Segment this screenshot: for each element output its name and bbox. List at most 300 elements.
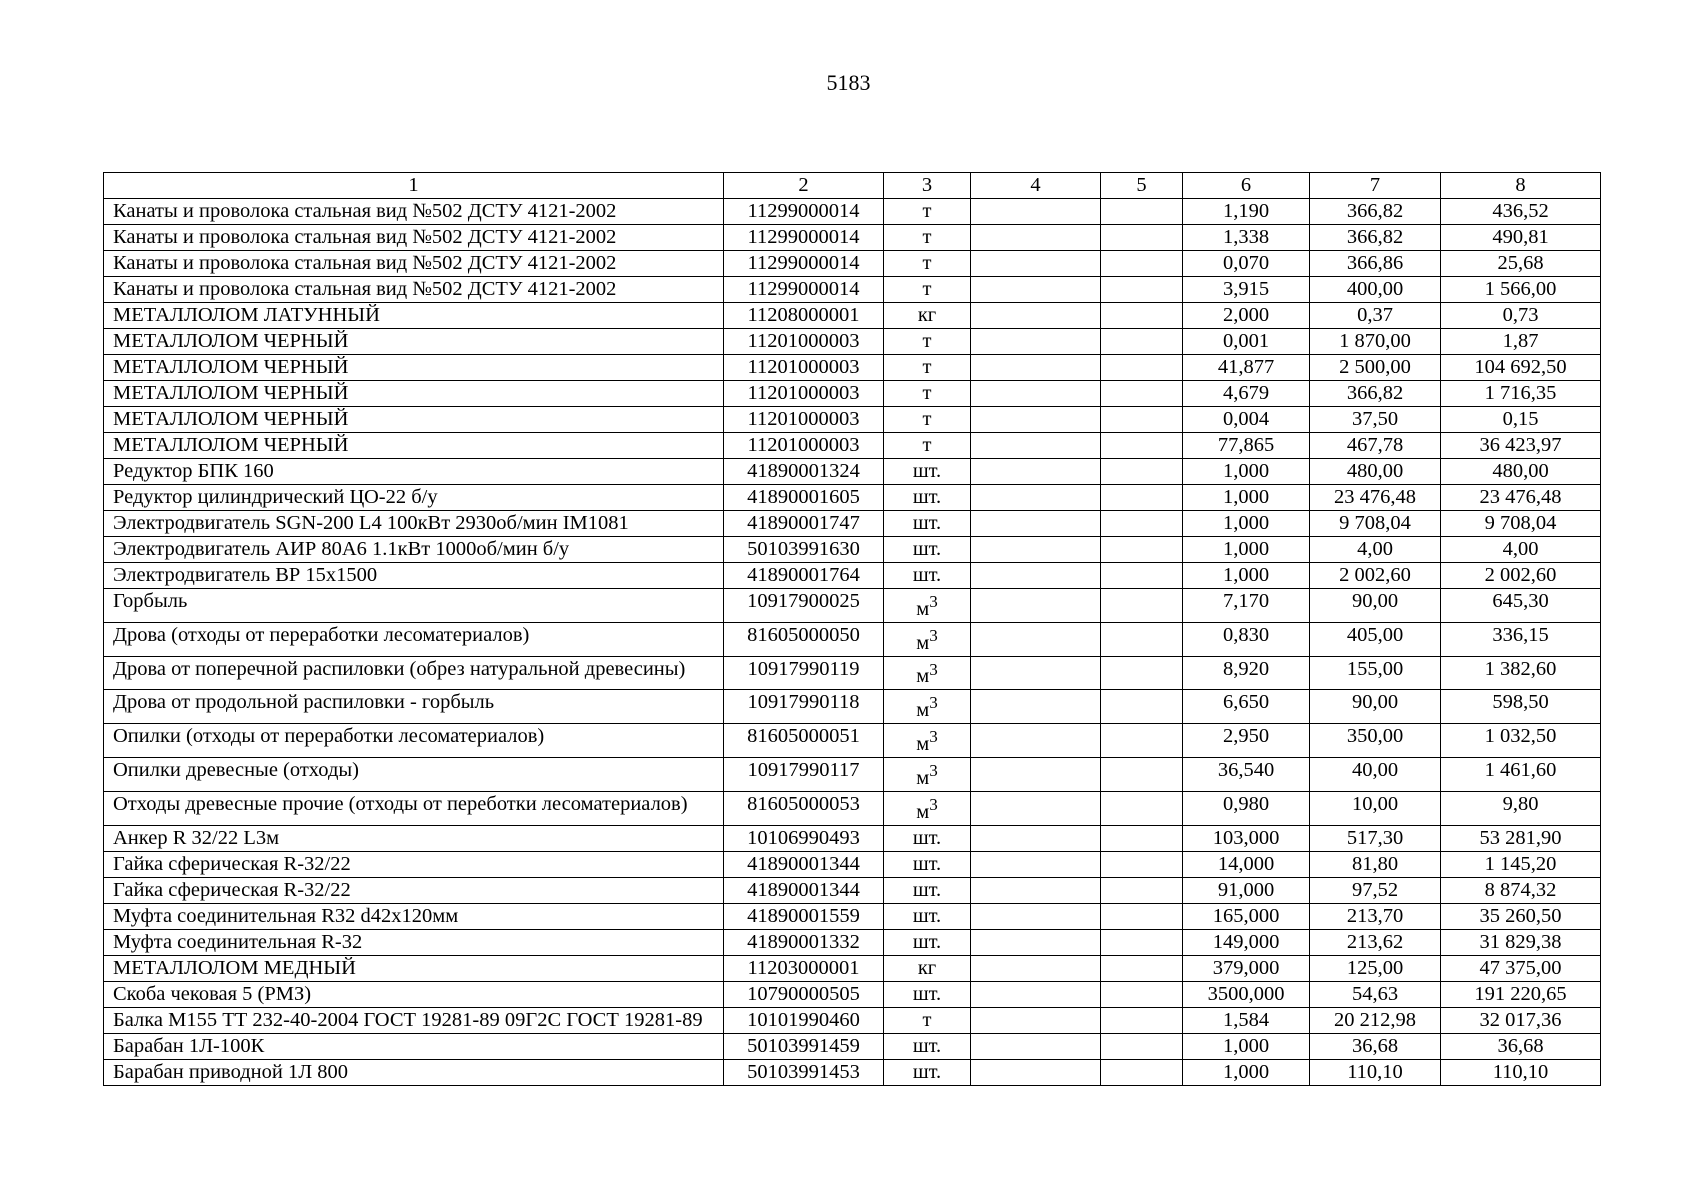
unit-cell: кг xyxy=(884,303,971,329)
unit-text: м xyxy=(916,800,930,823)
unit-superscript: 3 xyxy=(929,625,938,645)
unit-cell: т xyxy=(884,433,971,459)
item-name-cell: Редуктор БПК 160 xyxy=(104,459,724,485)
item-code-cell: 10917990118 xyxy=(724,690,884,724)
item-name-cell: Опилки древесные (отходы) xyxy=(104,758,724,792)
unit-cell: шт. xyxy=(884,981,971,1007)
column-4-cell xyxy=(971,825,1101,851)
item-code-cell: 41890001764 xyxy=(724,563,884,589)
price-cell: 97,52 xyxy=(1310,877,1441,903)
unit-cell xyxy=(884,724,971,758)
item-code-cell: 41890001332 xyxy=(724,929,884,955)
quantity-cell: 3500,000 xyxy=(1183,981,1310,1007)
item-code-cell: 50103991630 xyxy=(724,537,884,563)
table-row xyxy=(104,877,1601,903)
unit-cell: кг xyxy=(884,955,971,981)
quantity-cell: 1,190 xyxy=(1183,199,1310,225)
sum-cell: 1 382,60 xyxy=(1441,656,1601,690)
unit-superscript: 3 xyxy=(929,794,938,814)
table-row xyxy=(104,1033,1601,1059)
unit-cell: т xyxy=(884,225,971,251)
column-4-cell xyxy=(971,199,1101,225)
price-cell: 1 870,00 xyxy=(1310,329,1441,355)
table-row xyxy=(104,758,1601,792)
item-name-cell: МЕТАЛЛОЛОМ МЕДНЫЙ xyxy=(104,955,724,981)
item-code-cell: 41890001559 xyxy=(724,903,884,929)
sum-cell: 8 874,32 xyxy=(1441,877,1601,903)
sum-cell: 35 260,50 xyxy=(1441,903,1601,929)
unit-cell: т xyxy=(884,355,971,381)
table-body xyxy=(104,199,1601,1086)
price-cell: 110,10 xyxy=(1310,1059,1441,1085)
item-code-cell: 10917990117 xyxy=(724,758,884,792)
sum-cell: 2 002,60 xyxy=(1441,563,1601,589)
unit-cell xyxy=(884,656,971,690)
column-header-6: 6 xyxy=(1183,173,1310,199)
quantity-cell: 4,679 xyxy=(1183,381,1310,407)
column-header-5: 5 xyxy=(1101,173,1183,199)
sum-cell: 47 375,00 xyxy=(1441,955,1601,981)
item-name-cell: МЕТАЛЛОЛОМ ЧЕРНЫЙ xyxy=(104,433,724,459)
sum-cell: 25,68 xyxy=(1441,251,1601,277)
sum-cell: 1 716,35 xyxy=(1441,381,1601,407)
column-5-cell xyxy=(1101,724,1183,758)
table-row xyxy=(104,329,1601,355)
column-5-cell xyxy=(1101,511,1183,537)
column-4-cell xyxy=(971,656,1101,690)
price-cell: 54,63 xyxy=(1310,981,1441,1007)
unit-cell: т xyxy=(884,381,971,407)
item-code-cell: 11299000014 xyxy=(724,225,884,251)
table-row xyxy=(104,277,1601,303)
price-cell: 125,00 xyxy=(1310,955,1441,981)
table-row xyxy=(104,485,1601,511)
sum-cell: 110,10 xyxy=(1441,1059,1601,1085)
item-name-cell: Отходы древесные прочие (отходы от переботки лесоматериалов) xyxy=(104,791,724,825)
column-header-3: 3 xyxy=(884,173,971,199)
column-4-cell xyxy=(971,459,1101,485)
quantity-cell: 7,170 xyxy=(1183,589,1310,623)
item-code-cell: 10790000505 xyxy=(724,981,884,1007)
item-code-cell: 10101990460 xyxy=(724,1007,884,1033)
unit-cell: шт. xyxy=(884,825,971,851)
item-name-cell: Канаты и проволока стальная вид №502 ДСТУ 4121-2002 xyxy=(104,277,724,303)
column-5-cell xyxy=(1101,563,1183,589)
sum-cell: 53 281,90 xyxy=(1441,825,1601,851)
table-row xyxy=(104,903,1601,929)
sum-cell: 598,50 xyxy=(1441,690,1601,724)
price-cell: 0,37 xyxy=(1310,303,1441,329)
item-code-cell: 11201000003 xyxy=(724,407,884,433)
item-name-cell: Канаты и проволока стальная вид №502 ДСТУ 4121-2002 xyxy=(104,251,724,277)
unit-cell xyxy=(884,589,971,623)
table-header xyxy=(104,173,1601,199)
column-header-8: 8 xyxy=(1441,173,1601,199)
quantity-cell: 77,865 xyxy=(1183,433,1310,459)
item-name-cell: Барабан приводной 1Л 800 xyxy=(104,1059,724,1085)
column-5-cell xyxy=(1101,355,1183,381)
quantity-cell: 1,000 xyxy=(1183,459,1310,485)
item-name-cell: Опилки (отходы от переработки лесоматериалов) xyxy=(104,724,724,758)
price-cell: 350,00 xyxy=(1310,724,1441,758)
table-row xyxy=(104,537,1601,563)
table-row xyxy=(104,1007,1601,1033)
table-row xyxy=(104,724,1601,758)
item-code-cell: 11203000001 xyxy=(724,955,884,981)
item-name-cell: Электродвигатель АИР 80А6 1.1кВт 1000об/мин б/у xyxy=(104,537,724,563)
sum-cell: 32 017,36 xyxy=(1441,1007,1601,1033)
item-code-cell: 11201000003 xyxy=(724,381,884,407)
unit-superscript: 3 xyxy=(929,693,938,713)
unit-text: м xyxy=(916,597,930,620)
column-5-cell xyxy=(1101,955,1183,981)
column-header-4: 4 xyxy=(971,173,1101,199)
quantity-cell: 0,830 xyxy=(1183,622,1310,656)
item-code-cell: 41890001324 xyxy=(724,459,884,485)
unit-cell xyxy=(884,690,971,724)
item-code-cell: 11201000003 xyxy=(724,329,884,355)
column-5-cell xyxy=(1101,929,1183,955)
quantity-cell: 149,000 xyxy=(1183,929,1310,955)
sum-cell: 104 692,50 xyxy=(1441,355,1601,381)
column-4-cell xyxy=(971,1033,1101,1059)
quantity-cell: 165,000 xyxy=(1183,903,1310,929)
sum-cell: 4,00 xyxy=(1441,537,1601,563)
item-code-cell: 81605000053 xyxy=(724,791,884,825)
quantity-cell: 379,000 xyxy=(1183,955,1310,981)
item-name-cell: Дрова от поперечной распиловки (обрез натуральной древесины) xyxy=(104,656,724,690)
item-name-cell: Электродвигатель SGN-200 L4 100кВт 2930об/мин IM1081 xyxy=(104,511,724,537)
unit-superscript: 3 xyxy=(929,592,938,611)
item-name-cell: Канаты и проволока стальная вид №502 ДСТУ 4121-2002 xyxy=(104,225,724,251)
unit-cell: т xyxy=(884,277,971,303)
table-row xyxy=(104,825,1601,851)
column-4-cell xyxy=(971,791,1101,825)
column-4-cell xyxy=(971,485,1101,511)
column-4-cell xyxy=(971,511,1101,537)
item-name-cell: МЕТАЛЛОЛОМ ЧЕРНЫЙ xyxy=(104,329,724,355)
item-name-cell: Электродвигатель ВР 15х1500 xyxy=(104,563,724,589)
column-4-cell xyxy=(971,1007,1101,1033)
unit-cell: т xyxy=(884,1007,971,1033)
quantity-cell: 1,000 xyxy=(1183,1059,1310,1085)
table-row xyxy=(104,589,1601,623)
unit-cell xyxy=(884,758,971,792)
unit-cell: шт. xyxy=(884,537,971,563)
quantity-cell: 1,000 xyxy=(1183,511,1310,537)
table-row xyxy=(104,199,1601,225)
price-cell: 517,30 xyxy=(1310,825,1441,851)
table-row xyxy=(104,563,1601,589)
item-code-cell: 11201000003 xyxy=(724,433,884,459)
table-row xyxy=(104,1059,1601,1085)
price-cell: 20 212,98 xyxy=(1310,1007,1441,1033)
price-cell: 81,80 xyxy=(1310,851,1441,877)
item-code-cell: 10917900025 xyxy=(724,589,884,623)
price-cell: 366,82 xyxy=(1310,381,1441,407)
table-row xyxy=(104,690,1601,724)
column-4-cell xyxy=(971,724,1101,758)
unit-text: м xyxy=(916,766,930,789)
column-5-cell xyxy=(1101,459,1183,485)
item-name-cell: Дрова (отходы от переработки лесоматериалов) xyxy=(104,622,724,656)
column-5-cell xyxy=(1101,303,1183,329)
column-5-cell xyxy=(1101,381,1183,407)
item-code-cell: 11299000014 xyxy=(724,199,884,225)
sum-cell: 1 566,00 xyxy=(1441,277,1601,303)
column-header-7: 7 xyxy=(1310,173,1441,199)
column-5-cell xyxy=(1101,537,1183,563)
column-5-cell xyxy=(1101,791,1183,825)
item-name-cell: МЕТАЛЛОЛОМ ЛАТУННЫЙ xyxy=(104,303,724,329)
item-code-cell: 41890001747 xyxy=(724,511,884,537)
quantity-cell: 2,950 xyxy=(1183,724,1310,758)
column-5-cell xyxy=(1101,825,1183,851)
price-cell: 36,68 xyxy=(1310,1033,1441,1059)
table-row xyxy=(104,433,1601,459)
unit-cell: шт. xyxy=(884,459,971,485)
unit-superscript: 3 xyxy=(929,761,938,781)
price-cell: 467,78 xyxy=(1310,433,1441,459)
unit-text: м xyxy=(916,733,930,756)
sum-cell: 36 423,97 xyxy=(1441,433,1601,459)
sum-cell: 9,80 xyxy=(1441,791,1601,825)
price-cell: 400,00 xyxy=(1310,277,1441,303)
column-4-cell xyxy=(971,407,1101,433)
column-5-cell xyxy=(1101,589,1183,623)
item-name-cell: Муфта соединительная R-32 xyxy=(104,929,724,955)
unit-cell: шт. xyxy=(884,851,971,877)
unit-cell: т xyxy=(884,407,971,433)
table-row xyxy=(104,656,1601,690)
sum-cell: 336,15 xyxy=(1441,622,1601,656)
table-row xyxy=(104,381,1601,407)
quantity-cell: 1,000 xyxy=(1183,563,1310,589)
sum-cell: 0,15 xyxy=(1441,407,1601,433)
sum-cell: 36,68 xyxy=(1441,1033,1601,1059)
item-code-cell: 10106990493 xyxy=(724,825,884,851)
column-5-cell xyxy=(1101,251,1183,277)
quantity-cell: 0,004 xyxy=(1183,407,1310,433)
sum-cell: 31 829,38 xyxy=(1441,929,1601,955)
column-4-cell xyxy=(971,355,1101,381)
item-name-cell: Дрова от продольной распиловки - горбыль xyxy=(104,690,724,724)
unit-cell: шт. xyxy=(884,1033,971,1059)
price-cell: 90,00 xyxy=(1310,690,1441,724)
price-cell: 23 476,48 xyxy=(1310,485,1441,511)
unit-cell: шт. xyxy=(884,877,971,903)
unit-superscript: 3 xyxy=(929,727,938,747)
item-code-cell: 50103991453 xyxy=(724,1059,884,1085)
price-cell: 2 500,00 xyxy=(1310,355,1441,381)
quantity-cell: 6,650 xyxy=(1183,690,1310,724)
unit-cell xyxy=(884,622,971,656)
item-name-cell: Гайка сферическая R-32/22 xyxy=(104,851,724,877)
unit-cell: шт. xyxy=(884,511,971,537)
column-5-cell xyxy=(1101,225,1183,251)
item-code-cell: 81605000051 xyxy=(724,724,884,758)
price-cell: 366,82 xyxy=(1310,199,1441,225)
unit-cell: т xyxy=(884,329,971,355)
column-5-cell xyxy=(1101,407,1183,433)
unit-text: м xyxy=(916,665,930,688)
sum-cell: 1,87 xyxy=(1441,329,1601,355)
column-4-cell xyxy=(971,903,1101,929)
price-cell: 2 002,60 xyxy=(1310,563,1441,589)
quantity-cell: 103,000 xyxy=(1183,825,1310,851)
item-name-cell: Муфта соединительная R32 d42х120мм xyxy=(104,903,724,929)
price-cell: 4,00 xyxy=(1310,537,1441,563)
column-5-cell xyxy=(1101,1033,1183,1059)
quantity-cell: 1,000 xyxy=(1183,537,1310,563)
table-row xyxy=(104,511,1601,537)
quantity-cell: 3,915 xyxy=(1183,277,1310,303)
column-5-cell xyxy=(1101,199,1183,225)
item-name-cell: Редуктор цилиндрический ЦО-22 б/у xyxy=(104,485,724,511)
column-4-cell xyxy=(971,329,1101,355)
sum-cell: 1 461,60 xyxy=(1441,758,1601,792)
item-code-cell: 11299000014 xyxy=(724,251,884,277)
table-row xyxy=(104,407,1601,433)
sum-cell: 1 032,50 xyxy=(1441,724,1601,758)
price-cell: 366,86 xyxy=(1310,251,1441,277)
quantity-cell: 41,877 xyxy=(1183,355,1310,381)
item-code-cell: 41890001344 xyxy=(724,877,884,903)
table-row xyxy=(104,225,1601,251)
unit-cell: шт. xyxy=(884,485,971,511)
unit-superscript: 3 xyxy=(929,659,938,679)
price-cell: 366,82 xyxy=(1310,225,1441,251)
item-name-cell: Канаты и проволока стальная вид №502 ДСТУ 4121-2002 xyxy=(104,199,724,225)
unit-text: м xyxy=(916,631,930,654)
unit-cell: шт. xyxy=(884,929,971,955)
column-5-cell xyxy=(1101,758,1183,792)
column-4-cell xyxy=(971,563,1101,589)
column-5-cell xyxy=(1101,851,1183,877)
quantity-cell: 91,000 xyxy=(1183,877,1310,903)
price-cell: 40,00 xyxy=(1310,758,1441,792)
column-4-cell xyxy=(971,955,1101,981)
quantity-cell: 1,000 xyxy=(1183,485,1310,511)
column-5-cell xyxy=(1101,622,1183,656)
table-row xyxy=(104,955,1601,981)
column-4-cell xyxy=(971,589,1101,623)
sum-cell: 1 145,20 xyxy=(1441,851,1601,877)
item-code-cell: 11201000003 xyxy=(724,355,884,381)
column-4-cell xyxy=(971,277,1101,303)
goods-table xyxy=(103,172,1601,1086)
column-4-cell xyxy=(971,929,1101,955)
column-5-cell xyxy=(1101,903,1183,929)
sum-cell: 191 220,65 xyxy=(1441,981,1601,1007)
unit-cell: шт. xyxy=(884,563,971,589)
item-code-cell: 11299000014 xyxy=(724,277,884,303)
column-5-cell xyxy=(1101,485,1183,511)
table-row xyxy=(104,791,1601,825)
sum-cell: 480,00 xyxy=(1441,459,1601,485)
item-code-cell: 11208000001 xyxy=(724,303,884,329)
table-row xyxy=(104,851,1601,877)
column-4-cell xyxy=(971,690,1101,724)
quantity-cell: 14,000 xyxy=(1183,851,1310,877)
quantity-cell: 0,070 xyxy=(1183,251,1310,277)
column-5-cell xyxy=(1101,1007,1183,1033)
column-4-cell xyxy=(971,877,1101,903)
quantity-cell: 36,540 xyxy=(1183,758,1310,792)
quantity-cell: 1,338 xyxy=(1183,225,1310,251)
item-code-cell: 41890001344 xyxy=(724,851,884,877)
column-4-cell xyxy=(971,622,1101,656)
column-4-cell xyxy=(971,537,1101,563)
column-4-cell xyxy=(971,381,1101,407)
table-row xyxy=(104,929,1601,955)
item-name-cell: Гайка сферическая R-32/22 xyxy=(104,877,724,903)
unit-cell: т xyxy=(884,251,971,277)
item-name-cell: Горбыль xyxy=(104,589,724,623)
column-4-cell xyxy=(971,303,1101,329)
column-5-cell xyxy=(1101,329,1183,355)
price-cell: 405,00 xyxy=(1310,622,1441,656)
price-cell: 37,50 xyxy=(1310,407,1441,433)
unit-text: м xyxy=(916,699,930,722)
item-name-cell: Барабан 1Л-100К xyxy=(104,1033,724,1059)
table-row xyxy=(104,355,1601,381)
table-row xyxy=(104,981,1601,1007)
table-row xyxy=(104,251,1601,277)
unit-cell: шт. xyxy=(884,903,971,929)
unit-cell xyxy=(884,791,971,825)
quantity-cell: 1,000 xyxy=(1183,1033,1310,1059)
item-name-cell: МЕТАЛЛОЛОМ ЧЕРНЫЙ xyxy=(104,381,724,407)
quantity-cell: 8,920 xyxy=(1183,656,1310,690)
price-cell: 213,62 xyxy=(1310,929,1441,955)
price-cell: 10,00 xyxy=(1310,791,1441,825)
header-row xyxy=(104,173,1601,199)
table-row xyxy=(104,622,1601,656)
price-cell: 213,70 xyxy=(1310,903,1441,929)
unit-cell: шт. xyxy=(884,1059,971,1085)
table-row xyxy=(104,303,1601,329)
column-5-cell xyxy=(1101,277,1183,303)
item-code-cell: 41890001605 xyxy=(724,485,884,511)
column-5-cell xyxy=(1101,877,1183,903)
item-name-cell: МЕТАЛЛОЛОМ ЧЕРНЫЙ xyxy=(104,407,724,433)
quantity-cell: 2,000 xyxy=(1183,303,1310,329)
quantity-cell: 1,584 xyxy=(1183,1007,1310,1033)
column-5-cell xyxy=(1101,690,1183,724)
item-code-cell: 50103991459 xyxy=(724,1033,884,1059)
item-name-cell: Скоба чековая 5 (РМЗ) xyxy=(104,981,724,1007)
column-header-1: 1 xyxy=(104,173,724,199)
column-4-cell xyxy=(971,1059,1101,1085)
item-name-cell: МЕТАЛЛОЛОМ ЧЕРНЫЙ xyxy=(104,355,724,381)
sum-cell: 490,81 xyxy=(1441,225,1601,251)
quantity-cell: 0,980 xyxy=(1183,791,1310,825)
item-name-cell: Балка М155 ТТ 232-40-2004 ГОСТ 19281-89 09Г2С ГОСТ 19281-89 xyxy=(104,1007,724,1033)
table-row xyxy=(104,459,1601,485)
unit-cell: т xyxy=(884,199,971,225)
sum-cell: 9 708,04 xyxy=(1441,511,1601,537)
price-cell: 9 708,04 xyxy=(1310,511,1441,537)
sum-cell: 23 476,48 xyxy=(1441,485,1601,511)
column-4-cell xyxy=(971,433,1101,459)
column-4-cell xyxy=(971,851,1101,877)
sum-cell: 0,73 xyxy=(1441,303,1601,329)
sum-cell: 436,52 xyxy=(1441,199,1601,225)
item-name-cell: Анкер R 32/22 L3м xyxy=(104,825,724,851)
price-cell: 90,00 xyxy=(1310,589,1441,623)
column-4-cell xyxy=(971,758,1101,792)
